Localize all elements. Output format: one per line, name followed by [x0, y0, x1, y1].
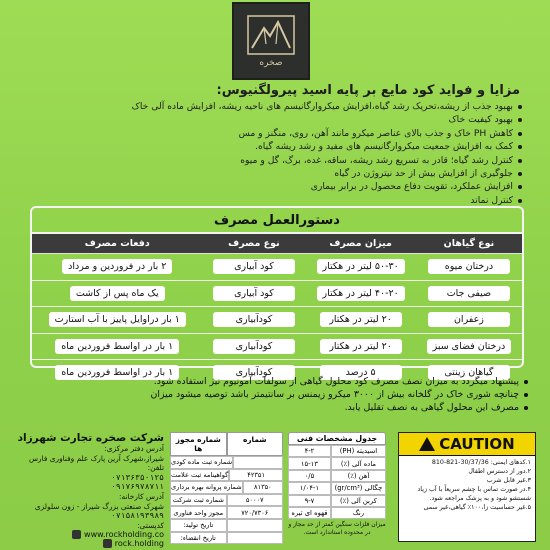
caution-box: [398, 432, 536, 542]
caution-line: ۵.غیر حساسیت زا،۱۰۰٪ گیاهی،غیر سمی: [423, 504, 531, 511]
table-row: [32, 254, 522, 281]
benefit-item: کمک به افزایش جمعیت میکروارگانیسم های مفید و رشد ریشه گیاه.: [40, 140, 522, 153]
license-row: تاریخ انقضاء:: [170, 532, 283, 545]
logo-text: صخره: [259, 58, 283, 68]
cell-amount: ۲۰ لیتر در هکتار: [320, 312, 402, 327]
postal-label: کدپستی:: [137, 520, 164, 530]
spec-footnote: میزان فلزات سنگین کمتر از حد مجاز و در محدوده استاندارد است.: [288, 521, 386, 536]
caution-title: CAUTION: [439, 435, 515, 453]
table-row: [32, 280, 522, 307]
website-row: [16, 530, 164, 539]
col-plant-type: نوع گیاهان: [416, 234, 522, 254]
phone-2: ۰۹۱۷۶۹۷۸۷۱۱: [111, 482, 164, 492]
license-row: ۵۰۰۰۷ شماره ثبت شرکت: [170, 494, 283, 507]
usage-table: [32, 234, 522, 386]
cell-amount: ۴۰-۲۰ لیتر در هکتار: [317, 286, 405, 301]
spec-row: اسیدیته (PH) ۴-۲: [288, 445, 386, 457]
cell-method: کودآبیاری: [213, 365, 295, 380]
spec-row: رنگ قهوه ای تیره: [288, 507, 386, 519]
caution-lines: [399, 456, 535, 514]
benefit-item: افزایش عملکرد، تقویت دفاع محصول در برابر بیماری: [40, 180, 522, 193]
cell-frequency: ۱ بار دراوایل پاییز با آب استارت: [49, 312, 186, 327]
cell-amount: ۲۰ لیتر در هکتار: [320, 339, 402, 354]
col-amount: میزان مصرف: [305, 234, 415, 254]
cell-method: کود آبیاری: [213, 259, 295, 274]
license-row: ۷۲۰/۷۳۰۶ مجوز واحد فناوری: [170, 506, 283, 519]
caution-header: [399, 433, 535, 456]
caution-line: ۴.در صورت تماس با چشم سریعاً با آب زیاد: [417, 486, 531, 493]
usage-header-row: [32, 234, 522, 254]
cell-plant: درختان میوه: [428, 259, 510, 274]
spec-row: آهن (٪) ۰/۵: [288, 470, 386, 482]
benefit-item: جلوگیری از افزایش بیش از حد نیتروژن در گیاه: [40, 167, 522, 180]
license-row: ۴۲۳۵۱ گواهینامه ثبت علامت: [170, 469, 283, 482]
cell-method: کودآبیاری: [213, 339, 295, 354]
benefits-title: مزایا و فواید کود مایع بر پایه اسید پیرولگنیوس:: [216, 83, 520, 98]
benefits-list: [40, 100, 532, 207]
caution-line: ۳.غیر قابل شرب: [486, 477, 531, 484]
tech-spec-table: [288, 432, 386, 536]
caution-line: ۲.دور از دسترس اطفال: [468, 468, 531, 475]
caution-line: شستشو شود و به پزشک مراجعه شود.: [429, 495, 531, 502]
note-item: چنانچه شوری خاک در گلخانه بیش از ۳۰۰۰ میکرو زیمنس بر سانتیمتر باشد توصیه میشود میزان: [18, 388, 528, 401]
globe-icon: [72, 530, 81, 539]
benefit-item: کنترل نماتد: [40, 194, 522, 207]
cell-frequency: ۲ بار در فروردین و مرداد: [62, 259, 172, 274]
benefit-item: کاهش PH خاک و جذب بالای عناصر میکرو مانند آهن، روی، منگنز و مس: [40, 127, 522, 140]
address: شیراز،شهرک آرین پارک علم وفناوری فارس: [28, 453, 164, 463]
table-row: [32, 333, 522, 360]
cell-method: کودآبیاری: [213, 312, 295, 327]
license-header-number: شماره: [227, 432, 284, 456]
cell-plant: زعفران: [428, 312, 510, 327]
col-frequency: دفعات مصرف: [32, 234, 203, 254]
instagram-handle[interactable]: rock.holding: [114, 539, 164, 549]
license-table: [170, 432, 283, 544]
company-info: [16, 432, 164, 549]
instagram-row: [16, 539, 164, 548]
benefit-item: کنترل رشد گیاه؛ قادر به تسریع رشد ریشه، ساقه، غده، برگ، گل و میوه: [40, 154, 522, 167]
warning-icon: [419, 437, 435, 451]
license-row: شماره ثبت ماده کودی: [170, 456, 283, 469]
col-method: نوع مصرف: [203, 234, 306, 254]
notes-list: [18, 375, 536, 414]
benefit-item: بهبود جذب از ریشه،تحریک رشد گیاه،افزایش میکروارگانیسم های ناحیه ریشه، افزایش ماده آلی خاک: [40, 100, 522, 113]
note-item: مصرف این محلول گیاهی به نصف تقلیل یابد.: [18, 401, 528, 414]
usage-title: دستورالعمل مصرف: [32, 208, 522, 234]
license-row: ۸۱۳۵۰ شماره پروانه بهره برداری: [170, 481, 283, 494]
spec-title: جدول مشخصات فنی: [288, 432, 386, 445]
factory-phone: ۰۷۱۵۸۱۹۳۹۸۹: [111, 511, 164, 521]
address-label: آدرس دفتر مرکزی:: [104, 444, 164, 453]
cell-frequency: ۱ بار در اواسط فروردین ماه: [55, 365, 179, 380]
brand-logo: [232, 2, 310, 80]
factory-label: آدرس کارخانه:: [119, 491, 164, 501]
table-row: [32, 307, 522, 334]
license-row: تاریخ تولید:: [170, 519, 283, 532]
note-item: پیشنهاد میگردد به میزان نصف مصرف کود محلول گیاهی از سولفات آمونیوم نیز استفاده شود.: [18, 375, 528, 388]
benefit-item: بهبود کیفیت خاک: [40, 113, 522, 126]
company-name: شرکت صخره تجارت شهرزاد: [17, 432, 164, 444]
cell-method: کود آبیاری: [213, 286, 295, 301]
cell-plant: صیفی جات: [428, 286, 510, 301]
cell-plant: درختان فضای سبز: [427, 339, 512, 354]
cell-amount: ۵ درصد: [320, 365, 402, 380]
cell-plant: گیاهان زینتی: [428, 365, 510, 380]
factory-address: شهرک صنعتی بزرگ شیراز - زون سلولزی: [34, 501, 164, 511]
caution-line: ۱.کدهای ایمنی: 30/37/36-821-810: [431, 459, 531, 466]
phone-1: ۰۷۱۳۶۳۵۰۱۲۵: [111, 472, 164, 482]
usage-instructions-box: [30, 206, 524, 379]
spec-row: چگالی (gr/cm³) ۱/۰۴-۱: [288, 482, 386, 494]
license-header-title: شماره مجوز ها: [170, 432, 227, 456]
cell-amount: ۵۰-۳۰ لیتر در هکتار: [317, 259, 405, 274]
instagram-icon: [103, 539, 112, 548]
cell-frequency: ۱ بار در اواسط فروردین ماه: [55, 339, 179, 354]
mountain-logo-icon: [246, 14, 296, 56]
cell-frequency: یک ماه پس از کاشت: [70, 286, 165, 301]
phone-label: تلفن:: [147, 463, 164, 473]
website-link[interactable]: www.rockholding.co: [84, 530, 164, 540]
spec-row: کربن آلی (٪) ۹-۷: [288, 495, 386, 507]
spec-row: ماده آلی (٪) ۱۵-۱۳: [288, 457, 386, 469]
